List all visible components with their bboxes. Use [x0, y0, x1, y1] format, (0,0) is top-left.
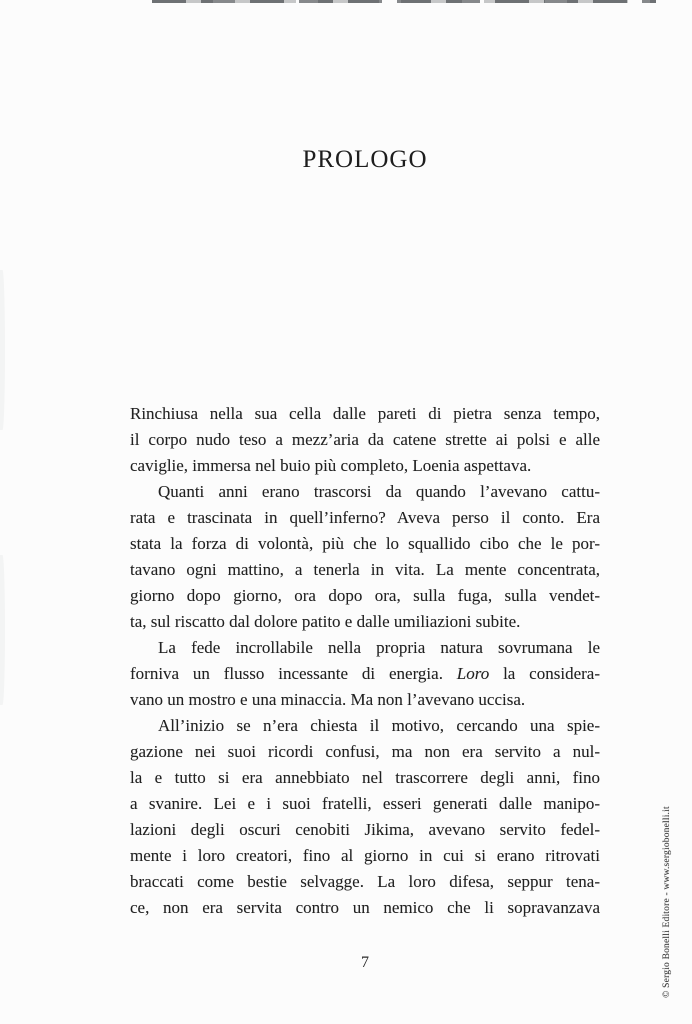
text-line — [130, 531, 600, 557]
text-line — [130, 479, 600, 505]
scan-smudge-left-upper — [0, 270, 5, 430]
text-line — [130, 713, 600, 739]
text-segment: giorno dopo giorno, ora dopo ora, sulla fuga, sulla vendet- — [130, 586, 600, 605]
text-line — [130, 505, 600, 531]
text-line — [130, 765, 600, 791]
text-segment: La fede incrollabile nella propria natura sovrumana le — [158, 638, 600, 657]
text-segment: caviglie, immersa nel buio più completo, Loenia aspettava. — [130, 456, 532, 475]
text-segment: braccati come bestie selvagge. La loro difesa, seppur tena- — [130, 872, 600, 891]
text-line — [130, 583, 600, 609]
text-segment: la considera- — [489, 664, 600, 683]
chapter-title: PROLOGO — [302, 146, 428, 173]
text-segment: tavano ogni mattino, a tenerla in vita. La mente concentrata, — [130, 560, 600, 579]
text-line — [130, 687, 600, 713]
text-line — [130, 791, 600, 817]
text-segment: ce, non era servita contro un nemico che li sopravanzava — [130, 898, 600, 917]
text-segment: lazioni degli oscuri cenobiti Jikima, avevano servito fedel- — [130, 820, 600, 839]
text-segment: la e tutto si era annebbiato nel trascorrere degli anni, fino — [130, 768, 600, 787]
text-line — [130, 661, 600, 687]
italic-text-segment: Loro — [456, 664, 490, 683]
text-segment: ta, sul riscatto dal dolore patito e dalle umiliazioni subite. — [130, 612, 521, 631]
text-segment: a svanire. Lei e i suoi fratelli, esseri generati dalle manipo- — [130, 794, 600, 813]
text-segment: Quanti anni erano trascorsi da quando l’avevano cattu- — [158, 482, 600, 501]
text-line — [130, 557, 600, 583]
prologue-text — [130, 401, 600, 921]
page-number: 7 — [361, 954, 369, 971]
text-line — [130, 401, 600, 427]
text-segment: il corpo nudo teso a mezz’aria da catene strette ai polsi e alle — [130, 430, 600, 449]
text-segment: gazione nei suoi ricordi confusi, ma non era servito a nul- — [130, 742, 600, 761]
text-line — [130, 895, 600, 921]
text-line — [130, 453, 600, 479]
text-segment: stata la forza di volontà, più che lo squallido cibo che le por- — [130, 534, 600, 553]
copyright-vertical: © Sergio Bonelli Editore - www.sergiobonelli.it — [662, 806, 672, 998]
scan-smudge-left-lower — [0, 555, 5, 705]
text-segment: vano un mostro e una minaccia. Ma non l’avevano uccisa. — [130, 690, 526, 709]
text-line — [130, 817, 600, 843]
text-line — [130, 609, 600, 635]
scan-artifact-top — [152, 0, 656, 3]
text-segment: rata e trascinata in quell’inferno? Aveva perso il conto. Era — [130, 508, 600, 527]
text-segment: All’inizio se n’era chiesta il motivo, cercando una spie- — [158, 716, 600, 735]
text-line — [130, 843, 600, 869]
text-segment: Rinchiusa nella sua cella dalle pareti di pietra senza tempo, — [130, 404, 600, 423]
text-segment: forniva un flusso incessante di energia. — [130, 664, 457, 683]
text-line — [130, 869, 600, 895]
text-line — [130, 739, 600, 765]
text-segment: mente i loro creatori, fino al giorno in cui si erano ritrovati — [130, 846, 600, 865]
text-line — [130, 635, 600, 661]
text-line — [130, 427, 600, 453]
